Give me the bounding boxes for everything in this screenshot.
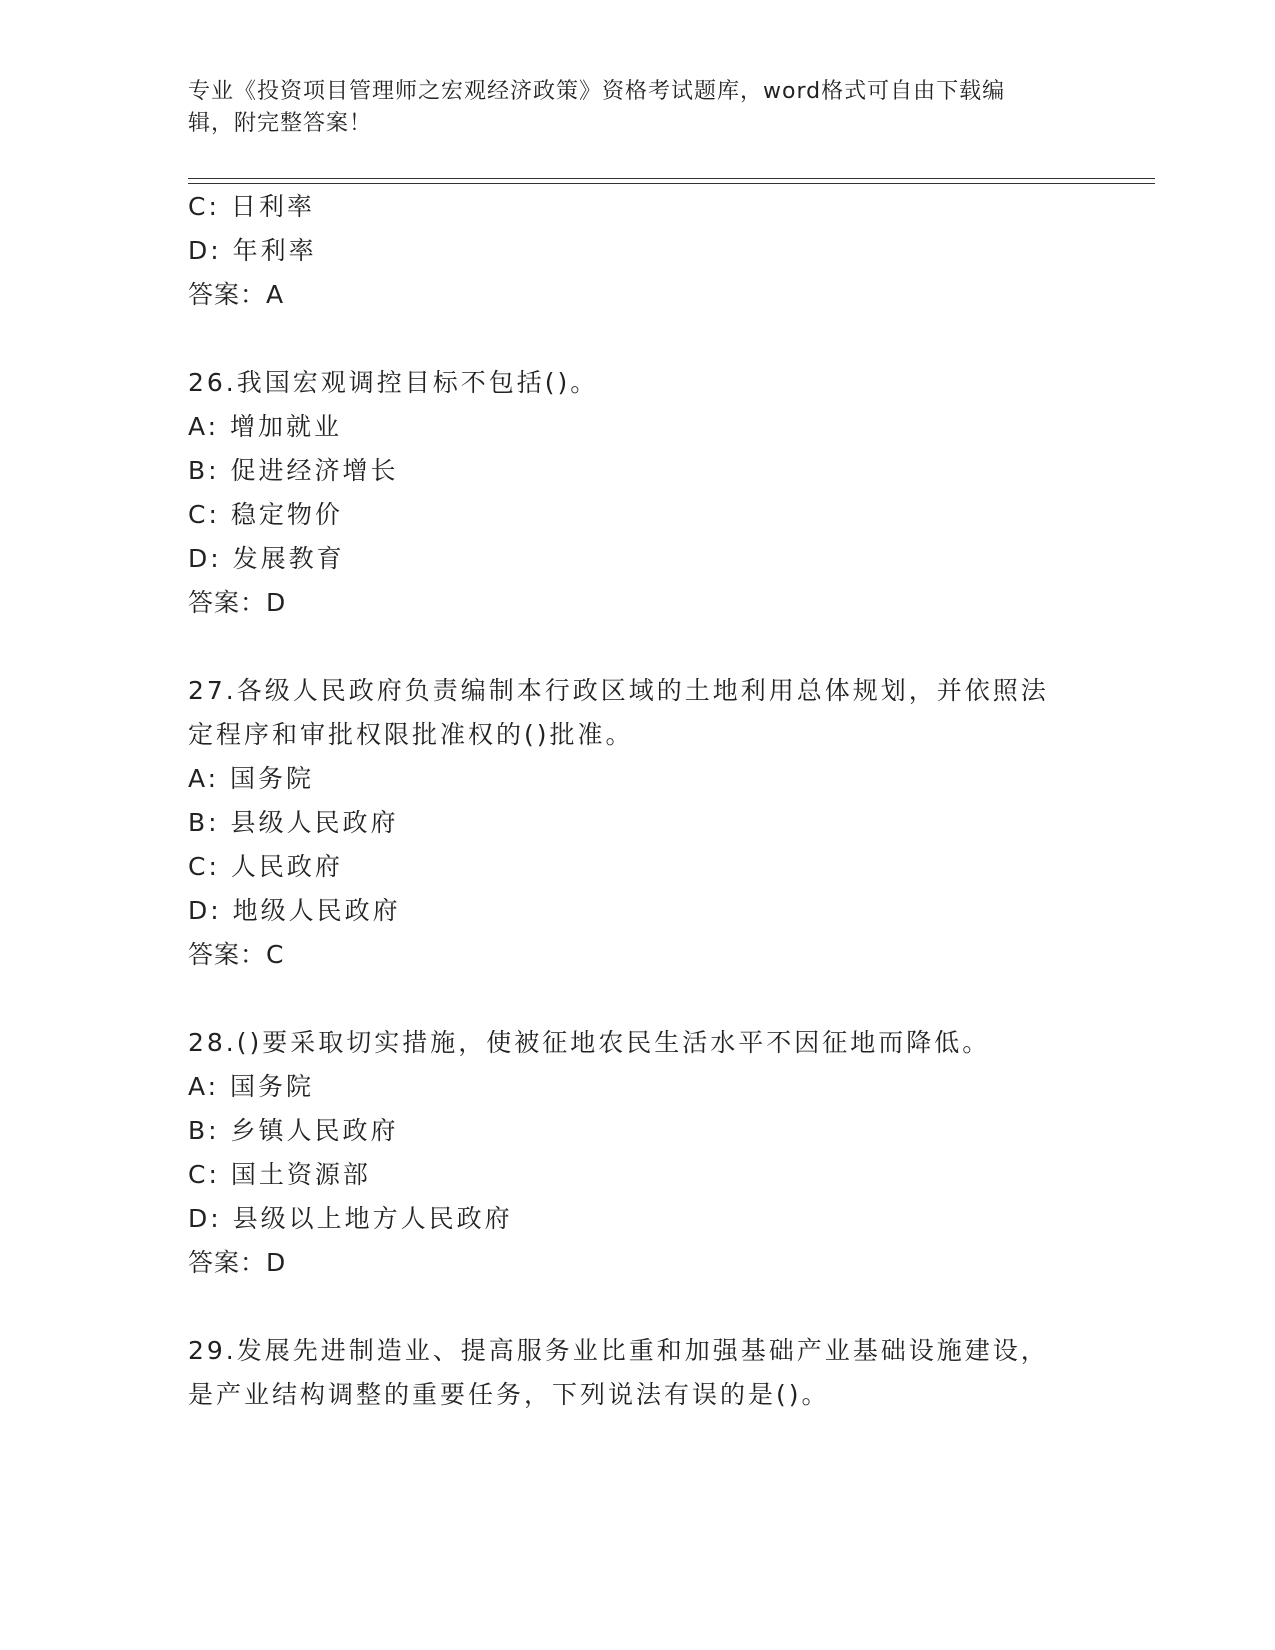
option-b: B: 乡镇人民政府 — [188, 1116, 399, 1145]
option-d: D: 年利率 — [188, 236, 317, 265]
option-a: A: 国务院 — [188, 1072, 315, 1101]
header-line-2: 辑，附完整答案！ — [188, 111, 373, 136]
option-c: C: 人民政府 — [188, 852, 343, 881]
question-stem: 26.我国宏观调控目标不包括()。 — [188, 368, 599, 397]
document-header — [188, 76, 1088, 140]
option-a: A: 增加就业 — [188, 412, 343, 441]
header-divider-top — [188, 178, 1155, 179]
header-divider-bottom — [188, 183, 1155, 184]
option-d: D: 发展教育 — [188, 544, 345, 573]
option-c: C: 稳定物价 — [188, 500, 343, 529]
question-stem: 29.发展先进制造业、提高服务业比重和加强基础产业基础设施建设， — [188, 1336, 1049, 1365]
answer-line: 答案：D — [188, 1248, 287, 1277]
question-stem: 27.各级人民政府负责编制本行政区域的土地利用总体规划，并依照法 — [188, 676, 1049, 705]
answer-line: 答案：D — [188, 588, 287, 617]
answer-line: 答案：C — [188, 940, 285, 969]
header-line-1: 专业《投资项目管理师之宏观经济政策》资格考试题库，word格式可自由下载编 — [188, 79, 1006, 104]
question-stem: 28.()要采取切实措施，使被征地农民生活水平不因征地而降低。 — [188, 1028, 991, 1057]
question-stem-continued: 定程序和审批权限批准权的()批准。 — [188, 720, 634, 749]
answer-line: 答案：A — [188, 280, 285, 309]
option-a: A: 国务院 — [188, 764, 315, 793]
option-b: B: 促进经济增长 — [188, 456, 399, 485]
option-c: C: 日利率 — [188, 192, 315, 221]
option-c: C: 国土资源部 — [188, 1160, 371, 1189]
option-d: D: 地级人民政府 — [188, 896, 401, 925]
question-stem-continued: 是产业结构调整的重要任务，下列说法有误的是()。 — [188, 1380, 830, 1409]
option-d: D: 县级以上地方人民政府 — [188, 1204, 513, 1233]
option-b: B: 县级人民政府 — [188, 808, 399, 837]
